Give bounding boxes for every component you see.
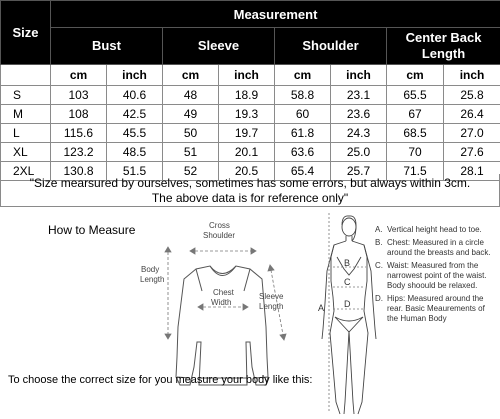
body-label: Body (141, 265, 160, 274)
table-cell: 19.3 (219, 105, 275, 124)
table-cell: 25.8 (444, 86, 500, 105)
table-cell: 63.6 (275, 143, 331, 162)
unit-header: cm (387, 65, 444, 86)
legend-key: A. (375, 225, 383, 234)
table-row (1, 143, 500, 162)
table-cell: 103 (51, 86, 107, 105)
sweater-illustration (176, 266, 268, 385)
legend-item (375, 261, 497, 291)
table-cell: 48 (163, 86, 219, 105)
unit-header: cm (275, 65, 331, 86)
legend-item (375, 294, 497, 324)
table-cell: 51.5 (107, 162, 163, 181)
shoulder-label: Shoulder (203, 231, 236, 240)
table-cell: 26.4 (444, 105, 500, 124)
table-cell: 50 (163, 124, 219, 143)
legend-key: D. (375, 294, 383, 303)
unit-header: cm (51, 65, 107, 86)
table-cell: 23.6 (331, 105, 387, 124)
table-row (1, 124, 500, 143)
legend-item (375, 238, 497, 258)
measurement-header: Measurement (51, 1, 500, 28)
body-figure-illustration (322, 216, 376, 414)
bust-header: Bust (51, 28, 163, 65)
table-cell: 70 (387, 143, 444, 162)
table-cell: 27.0 (444, 124, 500, 143)
table-cell: 58.8 (275, 86, 331, 105)
figure-letter-b: B (344, 258, 351, 268)
size-cell: L (1, 124, 51, 143)
table-cell: 27.6 (444, 143, 500, 162)
size-cell: XL (1, 143, 51, 162)
legend-item (375, 225, 497, 235)
table-cell: 19.7 (219, 124, 275, 143)
center-back-length-header: Center Back Length (387, 28, 500, 65)
size-cell: S (1, 86, 51, 105)
width-label: Width (211, 298, 232, 307)
size-cell: M (1, 105, 51, 124)
note-line-1: "Size mearsured by ourselves, sometimes has some errors, but always within 3cm. (29, 176, 471, 190)
table-cell: 51 (163, 143, 219, 162)
table-cell: 65.5 (387, 86, 444, 105)
size-header: Size (1, 1, 51, 65)
sleeve-header: Sleeve (163, 28, 275, 65)
legend-text: Waist: Measured from the narrowest point of the waist. Body shoould be relaxed. (387, 261, 487, 290)
unit-header: inch (444, 65, 500, 86)
table-row (1, 86, 500, 105)
figure-letter-c: C (344, 277, 351, 287)
table-cell: 18.9 (219, 86, 275, 105)
size-disclaimer-note (0, 174, 500, 207)
measurement-legend (375, 225, 497, 327)
sleeve-label: Sleeve (259, 292, 284, 301)
unit-header: cm (163, 65, 219, 86)
table-cell: 24.3 (331, 124, 387, 143)
figure-letter-a: A (318, 303, 325, 313)
table-cell: 123.2 (51, 143, 107, 162)
table-cell: 40.6 (107, 86, 163, 105)
table-cell: 60 (275, 105, 331, 124)
table-cell: 42.5 (107, 105, 163, 124)
table-cell: 23.1 (331, 86, 387, 105)
table-cell: 49 (163, 105, 219, 124)
size-cell: 2XL (1, 162, 51, 181)
sleeve-length-label: Length (259, 302, 284, 311)
table-cell: 130.8 (51, 162, 107, 181)
note-line-2: The above data is for reference only" (151, 191, 349, 205)
legend-text: Hips: Measured around the rear. Basic Meaurements of the Human Body (387, 294, 485, 323)
table-cell: 71.5 (387, 162, 444, 181)
unit-empty-cell (1, 65, 51, 86)
table-cell: 67 (387, 105, 444, 124)
table-cell: 45.5 (107, 124, 163, 143)
measure-advice-text: To choose the correct size for you measure your body like this: (8, 374, 313, 386)
cross-shoulder-arrow (190, 248, 256, 254)
table-cell: 115.6 (51, 124, 107, 143)
table-cell: 25.0 (331, 143, 387, 162)
table-cell: 61.8 (275, 124, 331, 143)
figure-letter-d: D (344, 299, 351, 309)
table-cell: 48.5 (107, 143, 163, 162)
table-cell: 108 (51, 105, 107, 124)
unit-header: inch (219, 65, 275, 86)
unit-header: inch (331, 65, 387, 86)
body-length-arrow (165, 247, 171, 339)
shoulder-header: Shoulder (275, 28, 387, 65)
legend-key: C. (375, 261, 383, 270)
table-cell: 20.1 (219, 143, 275, 162)
unit-header: inch (107, 65, 163, 86)
table-cell: 52 (163, 162, 219, 181)
table-cell: 65.4 (275, 162, 331, 181)
length-label: Length (140, 275, 165, 284)
how-to-measure-title: How to Measure (48, 223, 136, 237)
legend-text: Chest: Measured in a circle around the breasts and back. (387, 238, 491, 257)
legend-text: Vertical height head to toe. (387, 225, 482, 234)
size-chart-table (0, 0, 500, 181)
chest-label: Chest (213, 288, 234, 297)
table-cell: 25.7 (331, 162, 387, 181)
table-row (1, 105, 500, 124)
table-cell: 68.5 (387, 124, 444, 143)
cross-label: Cross (209, 221, 230, 230)
table-cell: 28.1 (444, 162, 500, 181)
legend-key: B. (375, 238, 383, 247)
table-cell: 20.5 (219, 162, 275, 181)
